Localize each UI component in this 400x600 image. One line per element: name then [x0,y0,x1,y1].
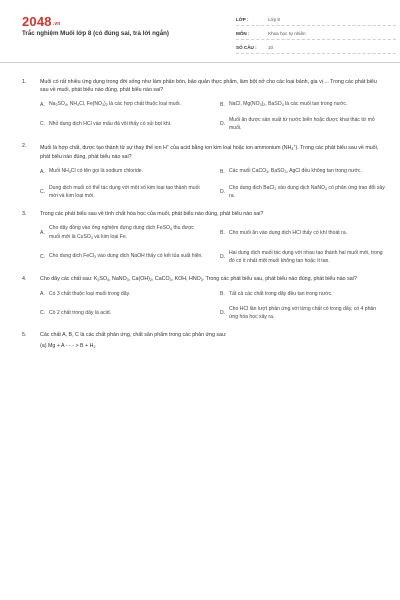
answer-option[interactable] [220,185,386,201]
meta-value: 10 [268,45,274,50]
answer-option[interactable] [220,168,386,176]
question [14,275,386,321]
option-letter: A. [40,291,45,298]
option-letter: B. [220,230,225,237]
option-text: Tất cả các chất trong dãy đều tan trong nước. [229,291,333,298]
option-text: Có 2 chất trong dãy là acid. [49,310,112,317]
meta-row [236,42,396,54]
question-stem [14,275,386,284]
answer-option[interactable] [220,250,386,265]
question-stem [14,331,386,339]
option-letter: B. [220,168,225,175]
option-letter: C. [40,188,46,195]
question-text: Trong các phát biểu sau về tính chất hóa học của muối, phát biểu nào đúng, phát biểu nào sai? [40,211,264,218]
question-number: 4. [22,276,27,283]
question [14,331,386,351]
quiz-meta [236,14,396,56]
option-letter: D. [220,188,226,195]
option-letter: C. [40,310,46,317]
meta-label: SỐ CÂU : [236,45,257,50]
option-text: Hai dung dịch muối tác dụng với nhau tạo thành hai muối mới, trong đó có ít nhất một muối không tan hoặc ít tan. [229,250,383,264]
answer-option[interactable] [220,291,386,298]
site-logo[interactable]: $2048^{.vn}$ [22,14,61,29]
option-letter: C. [40,121,46,128]
option-text: Cho dung dịch BaCl$_2$ vào dung dịch NaNO$_3$ có phản ứng trao đổi xảy ra. [229,184,385,200]
answer-options [14,291,386,321]
logo-suffix: .vn [52,21,61,27]
option-letter: D. [220,121,226,128]
meta-row [236,14,396,26]
question-stem [14,210,386,218]
answer-option[interactable] [220,117,386,132]
page-title: Trắc nghiệm Muối lớp 8 (có đúng sai, trả lời ngắn) [22,30,169,37]
meta-value: Lớp 8 [268,17,280,22]
question-stem [14,78,386,94]
reaction-line: (a) Mg + A - - - > $B + H_2$ [40,343,96,350]
meta-label: MÔN : [236,31,250,36]
answer-option[interactable] [40,225,206,242]
answer-option[interactable] [220,306,386,321]
answer-option[interactable] [40,168,206,176]
question-text: Cho dãy các chất sau: $K_2SO_4$, NaNO$_3$, $Ca(OH)_2$, CaCO$_3$, KOH, $HNO_3$. Trong các phát biểu sau, phát biểu nào đúng, phát biểu nào sai? [40,276,357,283]
option-text: Nhỏ dung dịch HCl vào mẩu đá vôi thấy có sủi bọt khí. [49,121,172,128]
meta-row [236,28,396,40]
option-letter: D. [220,253,226,260]
answer-option[interactable] [220,101,386,109]
option-letter: B. [220,101,225,108]
meta-value: Khoa học tự nhiên [268,31,306,36]
answer-option[interactable] [220,225,386,242]
question-number: 3. [22,211,27,218]
option-text: Cho dung dịch FeCl$_3$ vào dung dịch NaOH thấy có kết tủa xuất hiện. [49,253,203,260]
option-text: Muối $NH_4Cl$ có tên gọi là sodium chloride. [49,168,144,175]
answer-option[interactable] [40,291,206,298]
option-letter: C. [40,253,46,260]
question [14,78,386,132]
question-stem [14,142,386,161]
option-text: Dung dịch muối có thể tác dụng với một số kim loại tạo thành muối mới và kim loại mới. [49,185,200,199]
option-text: Có 3 chất thuộc loại muối trong dãy. [49,291,131,298]
question-text: Các chất A, B, C là các chất phản ứng, chất sản phẩm trong các phản ứng sau: [40,332,227,339]
option-text: Cho muối ăn vào dung dịch HCl thấy có khí thoát ra. [229,230,348,237]
question-list [14,78,386,361]
question [14,210,386,265]
answer-option[interactable] [40,101,206,109]
option-letter: A. [40,230,45,237]
question-text: Muối là hợp chất, được tạo thành từ sự thay thế ion H+ của acid bằng ion kim loại hoặc ion ammonium $(NH_4^+)$. Trong các phát biểu sau về muối, phát biểu nào đúng, phát biểu nào sai? [40,144,379,161]
option-text: $Na_2SO_4$, $NH_4Cl$, $Fe(NO_3)_2$ là các hợp chất thuộc loại muối. [49,101,181,107]
answer-option[interactable] [40,306,206,321]
option-text: Muối ăn được sản xuất từ nước biển hoặc được khai thác từ mỏ muối. [229,117,375,131]
question-number: 1. [22,79,27,85]
answer-option[interactable] [40,250,206,265]
answer-option[interactable] [40,185,206,201]
option-letter: B. [220,291,225,298]
header-divider [0,62,400,63]
option-letter: D. [220,310,226,317]
option-letter: A. [40,101,45,108]
option-text: Cho HCl lần lượt phản ứng với từng chất có trong dãy, có 4 phản ứng hóa học xảy ra. [229,306,377,320]
question-number: 5. [22,332,27,339]
option-text: Các muối CaCO$_3$, BaSO$_3$, AgCl đều không tan trong nước. [229,168,362,175]
meta-label: LỚP : [236,17,249,22]
answer-options [14,101,386,132]
option-text: NaCl, $Mg(NO_3)_2$, BaSO$_4$ là các muối tan trong nước. [229,101,348,107]
option-letter: A. [40,168,45,175]
question-text: Muối có rất nhiều ứng dụng trong đời sống như làm phân bón, bảo quản thực phẩm, làm bột nở cho các loại bánh, gia vị ... Trong các phát biểu sau về muối, phát biểu nào đúng, phát biểu nào sai? [40,79,377,93]
question-number: 2. [22,143,27,150]
option-text: Cho dây đồng vào ống nghiệm đựng dung dịch FeSO$_4$ thu được muối mới là CuSO$_4$ và kim loại Fe. [49,225,194,240]
header [14,0,386,60]
question [14,142,386,200]
answer-option[interactable] [40,117,206,132]
answer-options [14,168,386,200]
answer-options [14,225,386,265]
